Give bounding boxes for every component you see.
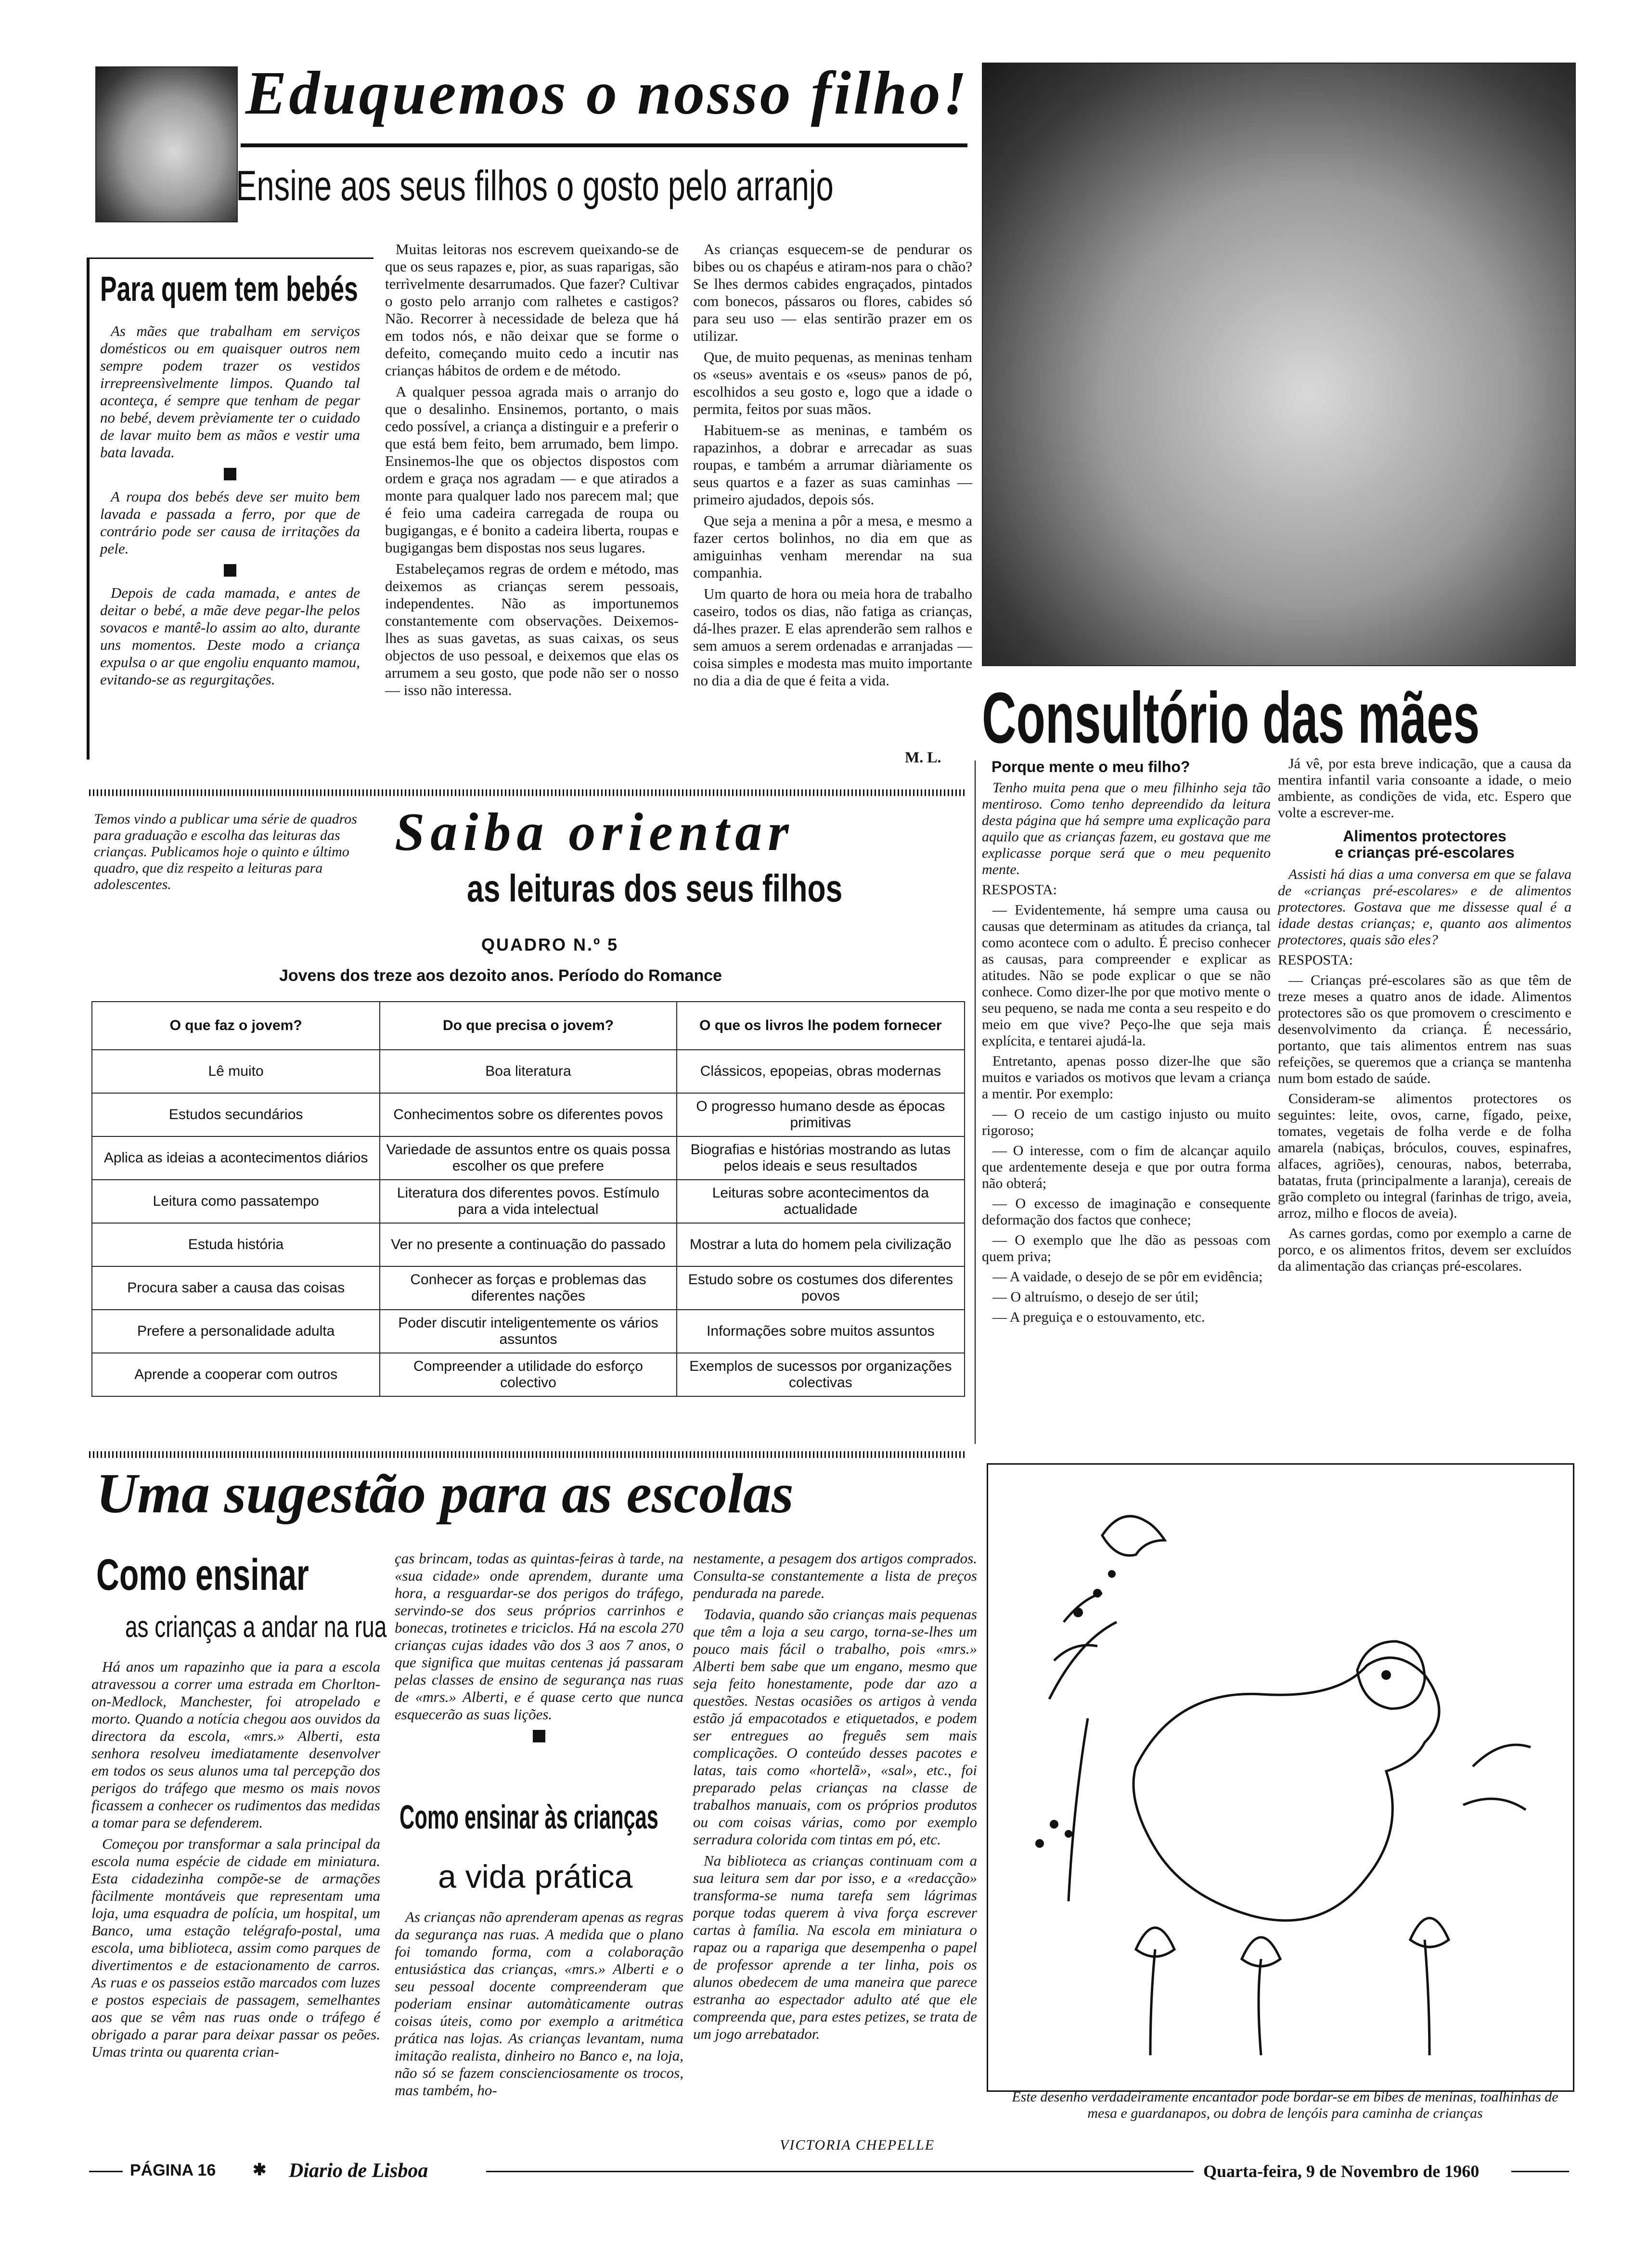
consultorio-column-2 [1278,756,1571,1278]
table-row [92,1223,965,1266]
article-para: ças brincam, todas as quintas-feiras à tarde, na «sua cidade» onde aprendem, durante uma hora, a resguardar-se dos perigos do tráfego, servindo-se dos seus próprios carrinhos e bonecas, trotinetes e triciclos. Há na escola 270 crianças cujas idades vão dos 3 aos 7 anos, o que significa que muitas centenas já passaram pelas classes de ensino de segurança nas ruas de «mrs.» Alberti, e é quase certo que nunca esquecerão as suas lições. [395,1550,683,1723]
table-cell: Aprende a cooperar com outros [92,1353,380,1396]
saiba-intro: Temos vindo a publicar uma série de quadros para graduação e escolha das leituras das crianças. Publicamos hoje o quinto e último quadro, que diz respeito a leituras para adolescentes. [94,811,357,892]
article-para: As crianças esquecem-se de pendurar os bibes ou os chapéus e atiram-nos para o chão? Se lhes dermos cabides engraçados, pintados com bonecos, pássaros ou flores, cabides só para seu uso — elas sentirão prazer em os utilizar. [693,241,972,344]
subtitle: Ensine aos seus filhos o gosto pelo arranjo [236,162,834,209]
answer-label: RESPOSTA: [1278,952,1353,968]
table-header: O que os livros lhe podem fornecer [677,1002,965,1050]
table-cell: Ver no presente a continuação do passado [380,1223,676,1266]
flower-stem [1425,1940,1429,2055]
answer-label: RESPOSTA: [982,882,1057,898]
sugestao-subtitle-2: as crianças a andar na rua [125,1611,387,1644]
table-row [92,1136,965,1180]
article-signature: M. L. [905,748,941,766]
consultorio-title: Consultório das mães [982,677,1480,758]
baby-thumbnail-photo [95,66,238,222]
title-rule [241,143,967,147]
answer-para: — O exemplo que lhe dão as pessoas com quem priva; [982,1232,1271,1264]
table-cell: Biografias e histórias mostrando as lutas pelos ideais e seus resultados [677,1136,965,1180]
baby-photo [982,63,1576,666]
table-cell: Conhecer as forças e problemas das diferentes nações [380,1266,676,1310]
sugestao-column-2b [395,1908,683,2103]
footer-rule-right [1511,2171,1569,2172]
answer-para: — Crianças pré-escolares são as que têm de treze meses a quatro anos de idade. Alimentos protectores são os que promovem o crescimento e desenvolvimento da criança. É necessário, portanto, que tais alimentos entrem nas suas refeições, se queremos que a criança se mantenha num bom estado de saúde. [1278,972,1571,1086]
quadro-title: QUADRO N.º 5 [481,935,619,954]
table-cell: Estudo sobre os costumes dos diferentes povos [677,1266,965,1310]
sugestao-subtitle-4: a vida prática [438,1858,633,1895]
table-cell: Poder discutir inteligentemente os vários assuntos [380,1310,676,1353]
sidebar-text [100,322,360,692]
table-cell: Variedade de assuntos entre os quais possa escolher os que prefere [380,1136,676,1180]
flower-stem [1259,1959,1261,2055]
article-para: Estabeleçamos regras de ordem e método, mas deixemos as crianças serem pessoais, independentes. Não as importunemos constantemente com observações. Deixemos-lhes as suas gavetas, as suas caixas, os seus objectos de uso pessoal, e deixemos que elas os arrumem a seu gosto, que pode não ser o nosso — isso não interessa. [385,560,679,698]
saiba-title: Saiba orientar [395,802,795,862]
answer-para: — Evidentemente, há sempre uma causa ou causas que determinam as atitudes da criança, tal como acontece com o adulto. É preciso conhecer as causas, para compreender e explicar as atitudes. Não se pode explicar o que se não conhece. Como dizer-lhe por que motivo mente o seu pequeno, se nada me conta a seu respeito e do meio em que vive? Peço-lhe que seja mais explícita, e tentarei ajudá-la. [982,902,1271,1049]
consultorio-column-1 [982,780,1271,1329]
sidebar-para: Depois de cada mamada, e antes de deitar o bebé, a mãe deve pegar-lhe pelos sovacos e mantê-lo assim ao alto, durante uns momentos. Deste modo a criança expulsa o ar que engoliu enquanto mamou, evitando-se as regurgitações. [100,584,360,688]
reader-question: Assisti há dias a uma conversa em que se falava de «crianças pré-escolares» e de alimentos protectores. Gostava que me dissesse qual é a idade destas crianças; e, quanto aos alimentos protectores, quais são eles? [1278,866,1571,948]
table-cell: Boa literatura [380,1050,676,1093]
answer-para: As carnes gordas, como por exemplo a carne de porco, e os alimentos fritos, devem ser excluídos da alimentação das crianças pré-escolares. [1278,1225,1571,1274]
article-para: Na biblioteca as crianças continuam com a sua leitura sem dar por isso, e a «redacção» transforma-se numa tarefa sem lágrimas porque todas querem à viva força escrever cartas à família. Na escola em miniatura o rapaz ou a rapariga que desempenha o papel de professor aprende a ter linha, pois os alunos obedecem de uma maneira que parece estranha ao espectador adulto até que ele compreenda que, para estes petizes, se trata de um jogo arrebatador. [693,1852,977,2042]
table-header-row [92,1002,965,1050]
table-row [92,1353,965,1396]
table-cell: Leitura como passatempo [92,1180,380,1223]
table-cell: Procura saber a causa das coisas [92,1266,380,1310]
table-row [92,1310,965,1353]
article-para: Habituem-se as meninas, e também os rapazinhos, a dobrar e arrecadar as suas roupas, e também a arrumar diàriamente os seus quartos e a fazer as suas caminhas — primeiro ajudados, depois sós. [693,422,972,508]
article-para: Muitas leitoras nos escrevem queixando-se de que os seus rapazes e, pior, as suas raparigas, são terrìvelmente desarrumados. Que fazer? Cultivar o gosto pelo arranjo com ralhetes e castigos? Não. Recorrer à necessidade de beleza que há em todos nós, e não deixar que se forme o defeito, começando muito cedo a incutir nas crianças hábitos de ordem e de método. [385,241,679,379]
sugestao-subtitle-1: Como ensinar [96,1550,309,1599]
article-column-1 [385,241,679,703]
main-title: Eduquemos o nosso filho! [245,59,969,127]
answer-para: — O altruísmo, o desejo de ser útil; [992,1289,1199,1305]
footer-page-number: PÁGINA 16 [130,2161,216,2179]
sugestao-signature: VICTORIA CHEPELLE [780,2137,935,2153]
reader-question: Tenho muita pena que o meu filhinho seja tão mentiroso. Como tenho depreendido da leitura desta página que há sempre uma explicação para aquilo que as crianças fazem, eu gostava que me explicasse porque será que o meu pequenito mente. [982,780,1271,877]
quadro-subtitle: Jovens dos treze aos dezoito anos. Período do Romance [279,966,722,985]
column-divider [975,760,976,1444]
article-para: nestamente, a pesagem dos artigos comprados. Consulta-se constantemente a lista de preços pendurada na parede. [693,1550,977,1601]
branch-icon [1049,1593,1117,1699]
separator-square [224,564,236,577]
answer-para: — O excesso de imaginação e consequente deformação dos factos que conhece; [982,1196,1271,1228]
consultorio-question-title: Porque mente o meu filho? [991,758,1190,775]
flower-stem [1069,1718,1088,1901]
table-row [92,1050,965,1093]
table-cell: Conhecimentos sobre os diferentes povos [380,1093,676,1136]
article-para: As crianças não aprenderam apenas as regras da segurança nas ruas. A medida que o plano foi tomando forma, com a colaboração entusiástica das crianças, «mrs.» Alberti e o seu pessoal docente compreenderam que poderiam ensinar automàticamente outras coisas úteis, como por exemplo a aritmética prática nas lojas. As crianças levantam, numa imitação realista, dinheiro no Banco e, na loja, não só se fazem conscienciosamente os trocos, mas também, ho- [395,1908,683,2099]
sugestao-column-3 [693,1550,977,2047]
table-row [92,1180,965,1223]
table-cell: Lê muito [92,1050,380,1093]
sidebar-title: Para quem tem bebés [100,270,358,309]
table-cell: Informações sobre muitos assuntos [677,1310,965,1353]
footer-star-icon: ✱ [253,2161,267,2179]
hatched-rule-top [89,789,965,796]
saiba-subtitle: as leituras dos seus filhos [467,867,843,910]
table-cell: Leituras sobre acontecimentos da actualidade [677,1180,965,1223]
table-cell: Aplica as ideias a acontecimentos diários [92,1136,380,1180]
article-para: A qualquer pessoa agrada mais o arranjo do que o desalinho. Ensinemos, portanto, o mais cedo possível, a criança a distinguir e a preferir o que está bem feito, bem arrumado, bem limpo. Ensinemos-lhe que os objectos dispostos com ordem e graça nos agradam — e que atirados a monte para qualquer lado nos parecem mal; que é feio uma cadeira carregada de roupa ou bugigangas, e é bonito a cadeira liberta, roupas e bugigangas bem dispostas nos seus lugares. [385,383,679,556]
answer-para: — O interesse, com o fim de alcançar aquilo que ardentemente deseja e que por outra forma não obterá; [982,1143,1271,1191]
table-cell: O progresso humano desde as épocas primitivas [677,1093,965,1136]
separator-square [533,1730,545,1742]
article-para: Que seja a menina a pôr a mesa, e mesmo a fazer certos bolinhos, no dia em que as amiguinhas venham merendar na sua companhia. [693,512,972,581]
answer-para: — A vaidade, o desejo de se pôr em evidência; [992,1269,1263,1285]
sidebar-para: A roupa dos bebés deve ser muito bem lavada e passada a ferro, por que de contrário pode ser causa de irritações da pele. [100,488,360,557]
sugestao-title: Uma sugestão para as escolas [96,1462,794,1525]
table-cell: Exemplos de sucessos por organizações colectivas [677,1353,965,1396]
article-para: Há anos um rapazinho que ia para a escola atravessou a correr uma estrada em Chorlton-on-Medlock, Manchester, foi atropelado e morto. Quando a notícia chegou aos ouvidos da directora da escola, «mrs.» Alberti, esta senhora resolveu imediatamente desenvolver em todos os seus alunos uma tal percepção dos perigos do tráfego que mesmo os mais novos ficassem a conhecer os rudimentos das medidas a tomar para se defenderem. [91,1658,380,1831]
branch-icon [1463,1745,1531,1810]
flower-stem [1150,1949,1155,2055]
answer-para: — O receio de um castigo injusto ou muito rigoroso; [982,1106,1271,1138]
embroidery-caption: Este desenho verdadeiramente encantador pode bordar-se em bibes de meninas, toalhinhas de mesa e guardanapos, ou dobra de lençóis para caminha de crianças [1012,2089,1558,2121]
table-header: O que faz o jovem? [92,1002,380,1050]
lamb-body [1133,1658,1439,1920]
reading-table [91,1001,965,1397]
article-para: Um quarto de hora ou meia hora de trabalho caseiro, todos os dias, não fatiga as crianças, dá-lhes prazer. E elas aprenderão sem ralhos e sem amuos a serem ordenadas e arranjadas — coisa simples e modesta mas muito importante no dia a dia de que é feita a vida. [693,585,972,689]
answer-para: Entretanto, apenas posso dizer-lhe que são muitos e variados os motivos que levam a criança a mentir. Por exemplo: [982,1053,1271,1102]
article-para: Que, de muito pequenas, as meninas tenham os «seus» aventais e os «seus» panos de pó, escolhidos a seu gosto e, logo que a idade o permita, feitos por suas mãos. [693,348,972,417]
embroidery-illustration [991,1468,1567,2084]
footer-date: Quarta-feira, 9 de Novembro de 1960 [1203,2162,1480,2181]
article-para: Começou por transformar a sala principal da escola numa espécie de cidade em miniatura. Esta cidadezinha compõe-se de armações fàcilmente montáveis que representam uma loja, uma esquadra de polícia, um hospital, um Banco, uma estação telégrafo-postal, uma escola, uma biblioteca, assim como parques de divertimentos e de estacionamento de carros. As ruas e os passeios estão marcados com luzes e postos especiais de passagem, semelhantes aos que se vêm nas ruas onde o tráfego é obrigado a parar para deixar passar os peões. Umas trinta ou quarenta crian- [91,1835,380,2060]
answer-para: — A preguiça e o estouvamento, etc. [992,1309,1205,1325]
tulip-icon [1410,1918,1449,1947]
table-cell: Prefere a personalidade adulta [92,1310,380,1353]
footer-rule-left [89,2171,123,2172]
answer-para: Já vê, por esta breve indicação, que a causa da mentira infantil varia consoante a idade, o meio ambiente, as condições de vida, etc. Espero que volte a escrever-me. [1278,756,1571,821]
table-header: Do que precisa o jovem? [380,1002,676,1050]
subheading: e crianças pré-escolares [1335,844,1515,861]
sugestao-subtitle-3: Como ensinar às crianças [399,1798,658,1836]
bird-icon [1102,1516,1165,1556]
separator-square [224,468,236,480]
hatched-rule-bottom [89,1451,965,1458]
sidebar-para: As mães que trabalham em serviços domésticos ou em quaisquer outros nem sempre podem trazer os vestidos irrepreensìvelmente limpos. Quando tal aconteça, é sempre que tenham de pegar no bebé, devem prèviamente ter o cuidado de lavar muito bem as mãos e vestir uma bata lavada. [100,322,360,461]
article-para: Todavia, quando são crianças mais pequenas que têm a loja a seu cargo, torna-se-lhes um pouco mais fácil o trabalho, pois «mrs.» Alberti bem sabe que um engano, mesmo que seja feito honestamente, pode dar azo a questões. Nestas ocasiões os artigos à venda estão já empacotados e etiquetados, e podem ser entregues ao freguês sem mais complicações. O conteúdo desses pacotes e latas, tais como «hortelã», «sal», etc., foi preparado pelas crianças na classe de trabalhos manuais, com os próprios produtos ou com coisas várias, como por exemplo serradura colorida com tintas em pó, etc. [693,1606,977,1848]
footer-paper-name: Diario de Lisboa [289,2160,428,2182]
sugestao-column-2 [395,1550,683,1750]
table-row [92,1266,965,1310]
table-row [92,1093,965,1136]
subheading: Alimentos protectores [1343,827,1506,845]
footer-rule-mid [486,2171,1194,2172]
table-cell: Mostrar a luta do homem pela civilização [677,1223,965,1266]
answer-para: Consideram-se alimentos protectores os seguintes: leite, ovos, carne, fígado, peixe, tomates, vegetais de folha verde e de folha amarela (nabiças, bróculos, couves, espinafres, alfaces, agriões), cenouras, nabos, beterraba, batatas, fruta (principalmente a laranja), cereais de grão completo ou integral (farinhas de trigo, aveia, arroz, milho e flocos de aveia). [1278,1091,1571,1221]
article-column-2 [693,241,972,693]
table-cell: Clássicos, epopeias, obras modernas [677,1050,965,1093]
table-cell: Literatura dos diferentes povos. Estímulo para a vida intelectual [380,1180,676,1223]
sugestao-column-1 [91,1658,380,2064]
table-cell: Compreender a utilidade do esforço colectivo [380,1353,676,1396]
table-cell: Estuda história [92,1223,380,1266]
table-cell: Estudos secundários [92,1093,380,1136]
